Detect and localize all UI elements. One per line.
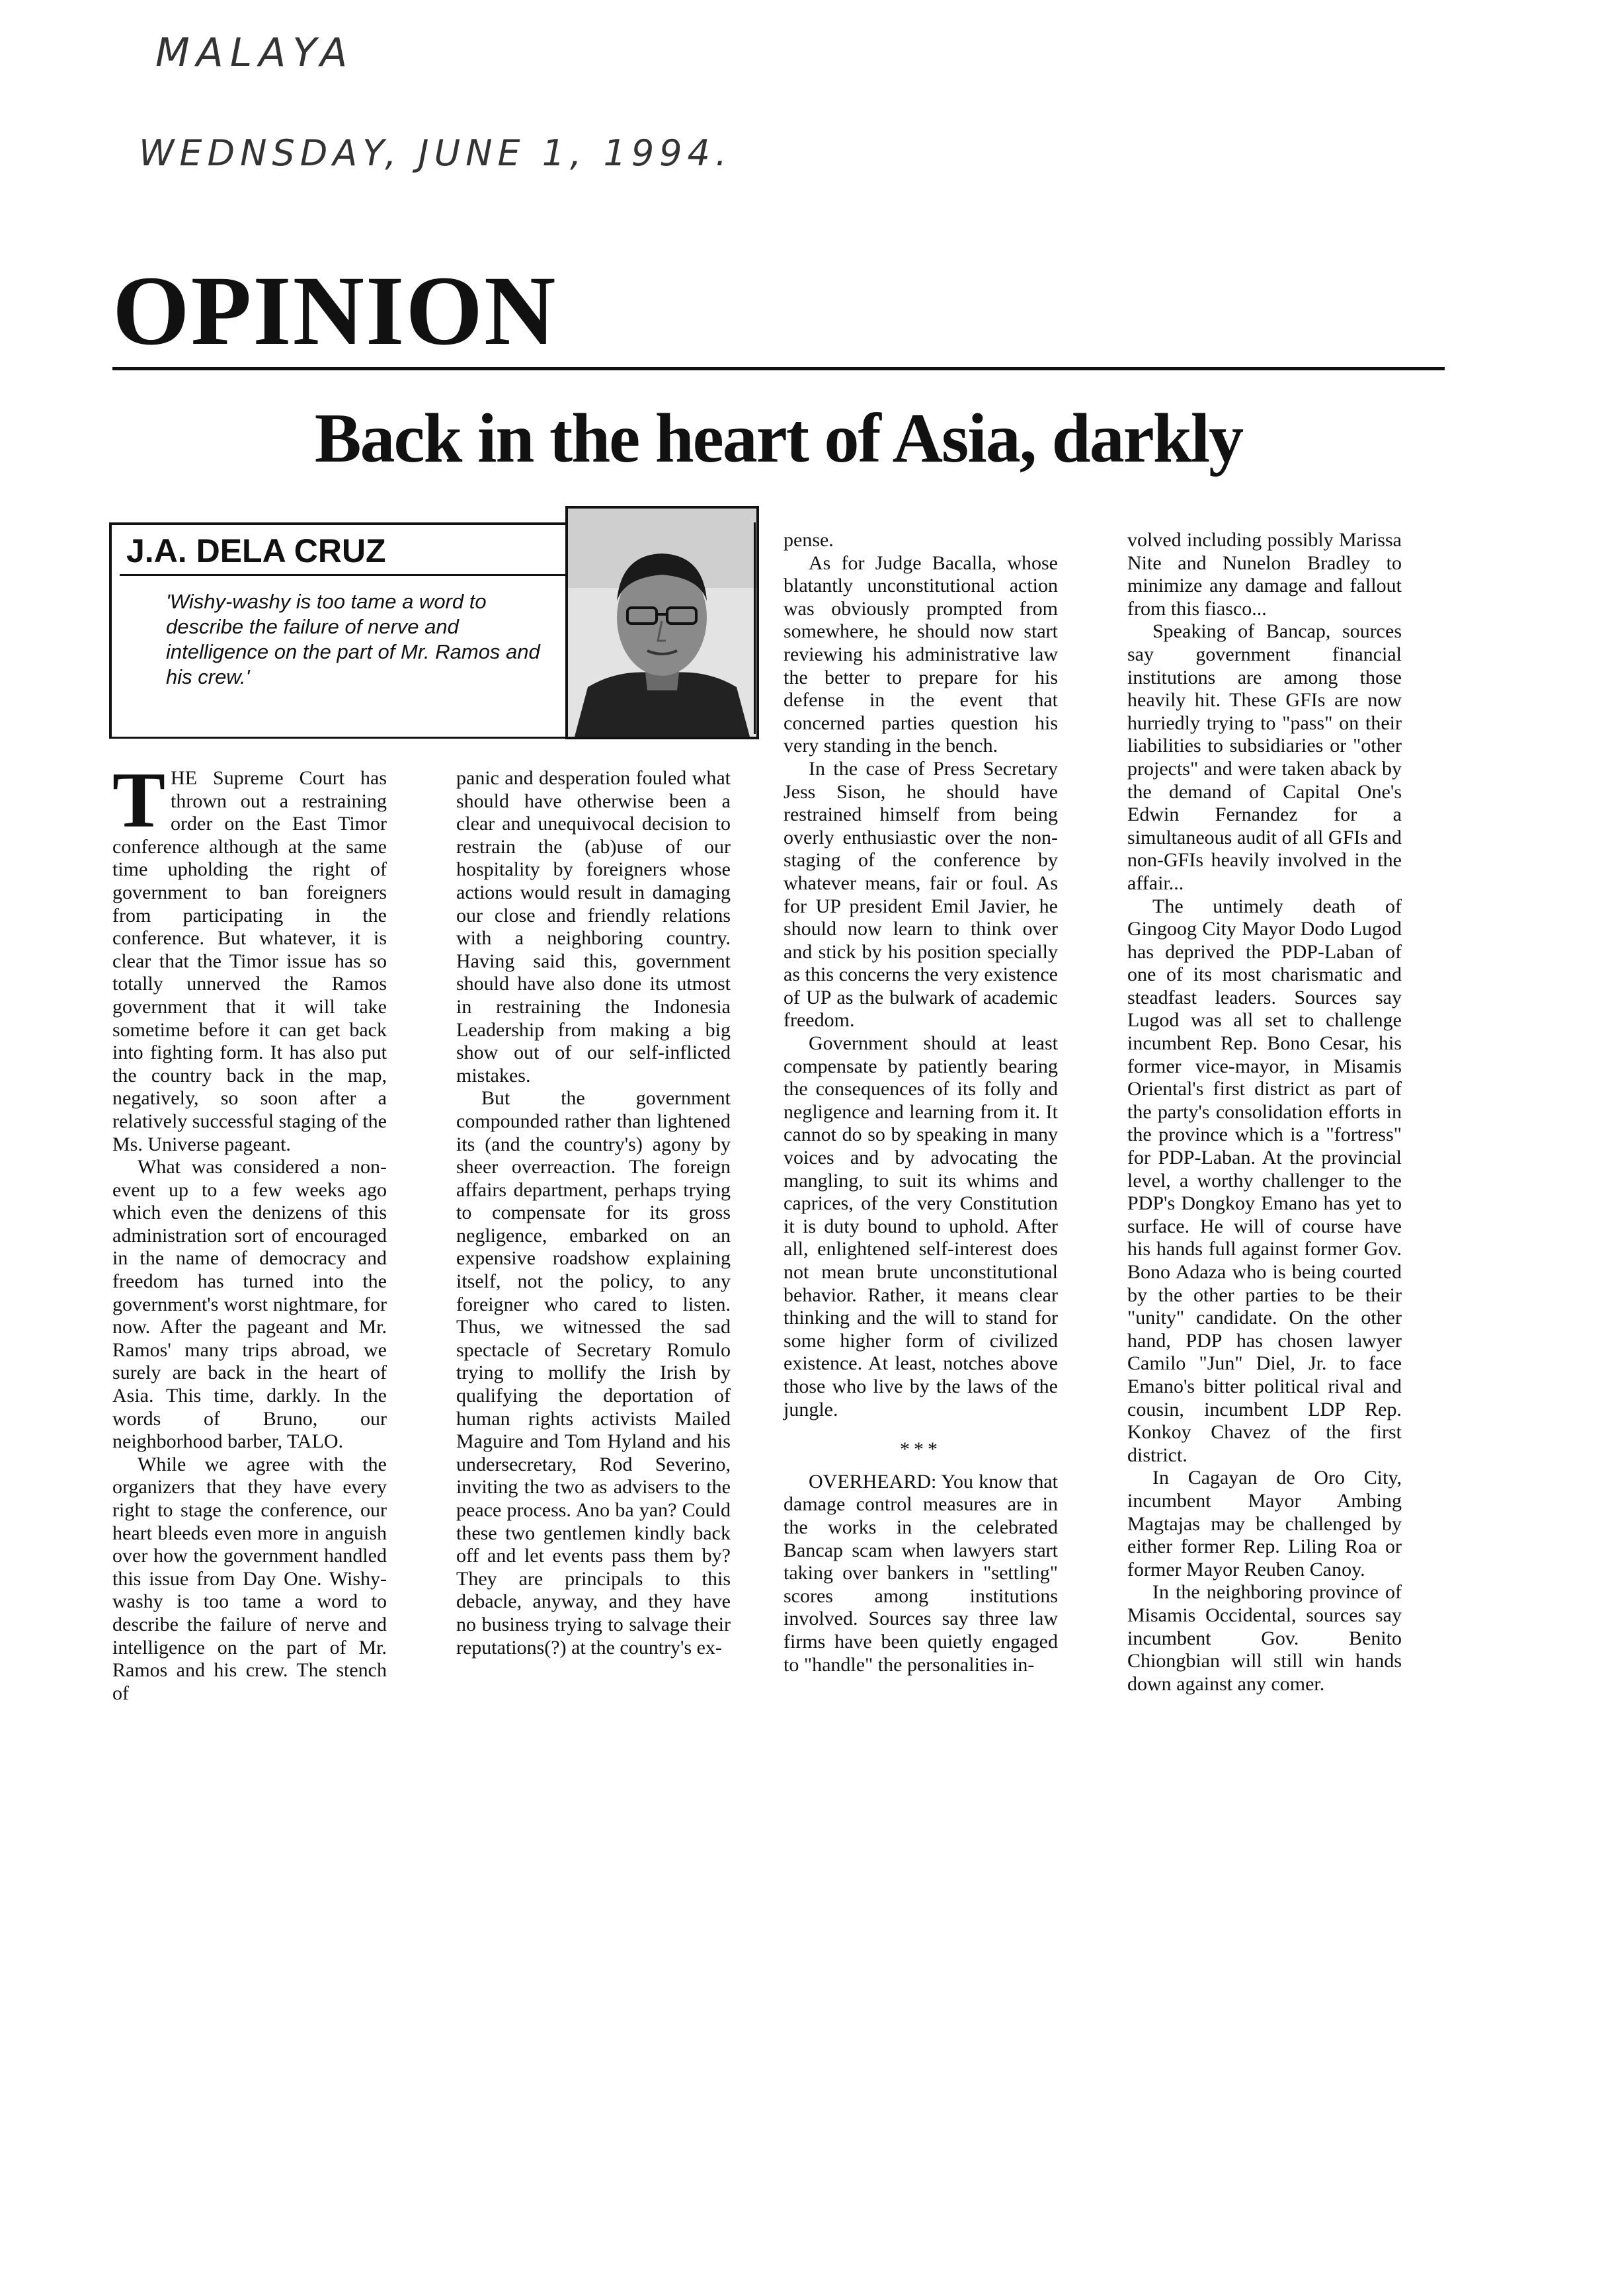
section-title: OPINION bbox=[112, 256, 557, 366]
drop-cap: T bbox=[112, 756, 166, 844]
column-rule bbox=[754, 522, 756, 734]
paragraph: In the neighboring province of Misamis Occidental, sources say incumbent Gov. Benito Chiongbian will still win hands down against any comer. bbox=[1127, 1581, 1402, 1695]
paragraph: In the case of Press Secretary Jess Sison, he should have restrained himself from being overly enthusiastic over the non-staging of the conference by whatever means, fair or foul. As for UP president Emil Javier, he should now learn to think over and stick by his position specially as this concerns the very existence of UP as the bulwark of academic freedom. bbox=[784, 757, 1058, 1032]
paragraph: In Cagayan de Oro City, incumbent Mayor Ambing Magtajas may be challenged by either former Rep. Liling Roa or former Mayor Reuben Canoy. bbox=[1127, 1467, 1402, 1580]
paragraph: THE Supreme Court has thrown out a restraining order on the East Timor conference although at the same time upholding the right of government to ban foreigners from participating in the conference. But whatever, it is clear that the Timor issue has so totally unnerved the Ramos government that it will take sometime before it can get back into fighting form. It has also put the country back in the map, negatively, so soon after a relatively successful staging of the Ms. Universe pageant. bbox=[112, 756, 387, 1155]
paragraph: What was considered a non-event up to a few weeks ago which even the denizens of this administration sort of encouraged in the name of democracy and freedom has turned into the government's worst nightmare, for now. After the pageant and Mr. Ramos' many trips abroad, we surely are back in the heart of Asia. This time, darkly. In the words of Bruno, our neighborhood barber, TALO. bbox=[112, 1156, 387, 1453]
paragraph: But the government compounded rather than lightened its (and the country's) agony by sheer overreaction. The foreign affairs department, perhaps trying to compensate for its gross negligence, embarked on an expensive roadshow explaining itself, not the policy, to any foreigner who cared to listen. Thus, we witnessed the sad spectacle of Secretary Romulo trying to mollify the Irish by qualifying the deportation of human rights activists Mailed Maguire and Tom Hyland and his undersecretary, Rod Severino, inviting the two as advisers to the peace process. Ano ba yan? Could these two gentlemen kindly back off and let events pass them by? They are principals to this debacle, anyway, and they have no business trying to salvage their reputations(?) at the country's ex- bbox=[456, 1087, 731, 1659]
byline-box bbox=[109, 522, 568, 739]
section-separator: *** bbox=[900, 1438, 942, 1461]
handwritten-publication-note: MALAYA bbox=[155, 30, 354, 76]
article-column-2 bbox=[456, 767, 731, 1659]
article-column-4 bbox=[1127, 529, 1402, 1696]
paragraph: pense. bbox=[784, 529, 834, 551]
pull-quote: 'Wishy-washy is too tame a word to describe the failure of nerve and intelligence on the part of Mr. Ramos and his crew.' bbox=[166, 590, 540, 688]
paragraph: As for Judge Bacalla, whose blatantly unconstitutional action was obviously prompted from somewhere, he should now start reviewing his administrative law the better to prepare for his defense in the event that concerned parties question his very standing in the bench. bbox=[784, 552, 1058, 757]
paragraph: The untimely death of Gingoog City Mayor Dodo Lugod has deprived the PDP-Laban of one of its most charismatic and steadfast leaders. Sources say Lugod was all set to challenge incumbent Rep. Bono Cesar, his former vice-mayor, in Misamis Oriental's first district as part of the party's consolidation efforts in the province which is a "fortress" for PDP-Laban. At the provincial level, a worthy challenger to the PDP's Dongkoy Emano has yet to surface. He will of course have his hands full against former Gov. Bono Adaza who is being courted by the other parties to be their "unity" candidate. On the other hand, PDP has chosen lawyer Camilo "Jun" Diel, Jr. to face Emano's bitter political rival and cousin, incumbent LDP Rep. Konkoy Chavez of the first district. bbox=[1127, 895, 1402, 1466]
paragraph: While we agree with the organizers that they have every right to stage the conference, our heart bleeds even more in anguish over how the government handled this issue from Day One. Wishy-washy is too tame a word to describe the failure of nerve and intelligence on the part of Mr. Ramos and his crew. The stench of bbox=[112, 1453, 387, 1704]
paragraph: volved including possibly Marissa Nite and Nunelon Bradley to minimize any damage and fallout from this fiasco... bbox=[1127, 529, 1402, 620]
headline: Back in the heart of Asia, darkly bbox=[314, 399, 1243, 477]
paragraph: OVERHEARD: You know that damage control measures are in the works in the celebrated Bancap scam when lawyers start taking over bankers in "settling" scores among institutions involved. Sources say three law firms have been quietly engaged to "handle" the personalities in- bbox=[784, 1470, 1058, 1676]
article-column-1 bbox=[112, 756, 387, 1705]
paragraph: panic and desperation fouled what should have otherwise been a clear and unequivocal decision to restrain the (ab)use of our hospitality by foreigners whose actions would result in damaging our close and friendly relations with a neighboring country. Having said this, government should have also done its utmost in restraining the Indonesia Leadership from making a big show out of our self-inflicted mistakes. bbox=[456, 767, 731, 1086]
paragraph: Government should at least compensate by patiently bearing the consequences of its folly and negligence and learning from it. It cannot do so by speaking in many voices and by advocating the mangling, to suit its whims and caprices, of the very Constitution it is duty bound to uphold. After all, enlightened self-interest does not mean brute unconstitutional behavior. Rather, it means clear thinking and the will to stand for some higher form of civilized existence. At least, notches above those who live by the laws of the jungle. bbox=[784, 1032, 1058, 1420]
author-photo bbox=[565, 506, 759, 739]
handwritten-date-note: WEDNSDAY, JUNE 1, 1994. bbox=[139, 132, 733, 174]
article-column-3 bbox=[784, 529, 1058, 1676]
author-name: J.A. DELA CRUZ bbox=[120, 532, 572, 576]
paragraph: Speaking of Bancap, sources say government financial institutions are among those heavily hit. These GFIs are now hurriedly trying to "pass" on their liabilities to subsidiaries or "other projects" and were taken aback by the demand of Capital One's Edwin Fernandez for a simultaneous audit of all GFIs and non-GFIs heavily involved in the affair... bbox=[1127, 620, 1402, 894]
section-rule bbox=[112, 367, 1445, 370]
